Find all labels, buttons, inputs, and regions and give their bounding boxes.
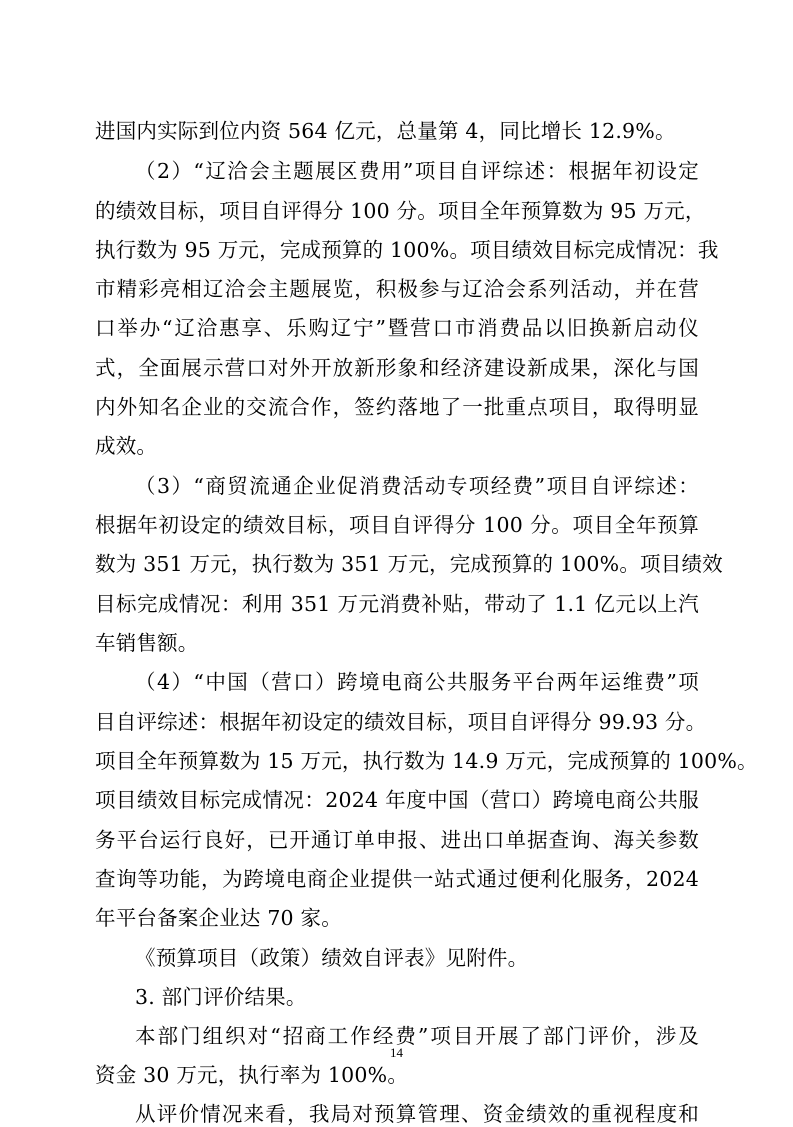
text-line: 数为 351 万元，执行数为 351 万元，完成预算的 100%。项目绩效 xyxy=(95,552,723,576)
text-line: 式，全面展示营口对外开放新形象和经济建设新成果，深化与国 xyxy=(95,356,699,380)
page-number: 14 xyxy=(390,1045,403,1060)
paragraph-heading-3: （3）“商贸流通企业促消费活动专项经费”项目自评综述： xyxy=(135,474,699,498)
text-line: 口举办“辽洽惠享、乐购辽宁”暨营口市消费品以旧换新启动仪 xyxy=(95,316,699,340)
text-line: 务平台运行良好，已开通订单申报、进出口单据查询、海关参数 xyxy=(95,828,699,852)
text-line: 市精彩亮相辽洽会主题展览，积极参与辽洽会系列活动，并在营 xyxy=(95,277,699,301)
text-line: 资金 30 万元，执行率为 100%。 xyxy=(95,1063,409,1087)
paragraph-heading-4: （4）“中国（营口）跨境电商公共服务平台两年运维费”项 xyxy=(135,670,699,694)
paragraph-heading-2: （2）“辽洽会主题展区费用”项目自评综述：根据年初设定 xyxy=(135,159,699,183)
text-line: 本部门组织对“招商工作经费”项目开展了部门评价，涉及 xyxy=(135,1024,699,1048)
text-line: 内外知名企业的交流合作，签约落地了一批重点项目，取得明显 xyxy=(95,395,699,419)
text-line: 年平台备案企业达 70 家。 xyxy=(95,906,342,930)
text-line: 根据年初设定的绩效目标，项目自评得分 100 分。项目全年预算 xyxy=(95,513,699,537)
text-line: 从评价情况来看，我局对预算管理、资金绩效的重视程度和 xyxy=(135,1102,699,1126)
text-line: 的绩效目标，项目自评得分 100 分。项目全年预算数为 95 万元， xyxy=(95,199,706,223)
attachment-note: 《预算项目（政策）绩效自评表》见附件。 xyxy=(135,946,529,970)
text-line: 查询等功能，为跨境电商企业提供一站式通过便利化服务，2024 xyxy=(95,867,699,891)
text-line: 目标完成情况：利用 351 万元消费补贴，带动了 1.1 亿元以上汽 xyxy=(95,592,699,616)
text-line: 成效。 xyxy=(95,434,158,458)
text-line: 项目绩效目标完成情况：2024 年度中国（营口）跨境电商公共服 xyxy=(95,788,699,812)
text-line: 执行数为 95 万元，完成预算的 100%。项目绩效目标完成情况：我 xyxy=(95,238,719,262)
section-heading: 3. 部门评价结果。 xyxy=(135,985,307,1009)
text-line: 进国内实际到位内资 564 亿元，总量第 4，同比增长 12.9%。 xyxy=(95,119,676,143)
text-line: 目自评综述：根据年初设定的绩效目标，项目自评得分 99.93 分。 xyxy=(95,710,707,734)
text-line: 项目全年预算数为 15 万元，执行数为 14.9 万元，完成预算的 100%。 xyxy=(95,749,758,773)
text-line: 车销售额。 xyxy=(95,631,199,655)
